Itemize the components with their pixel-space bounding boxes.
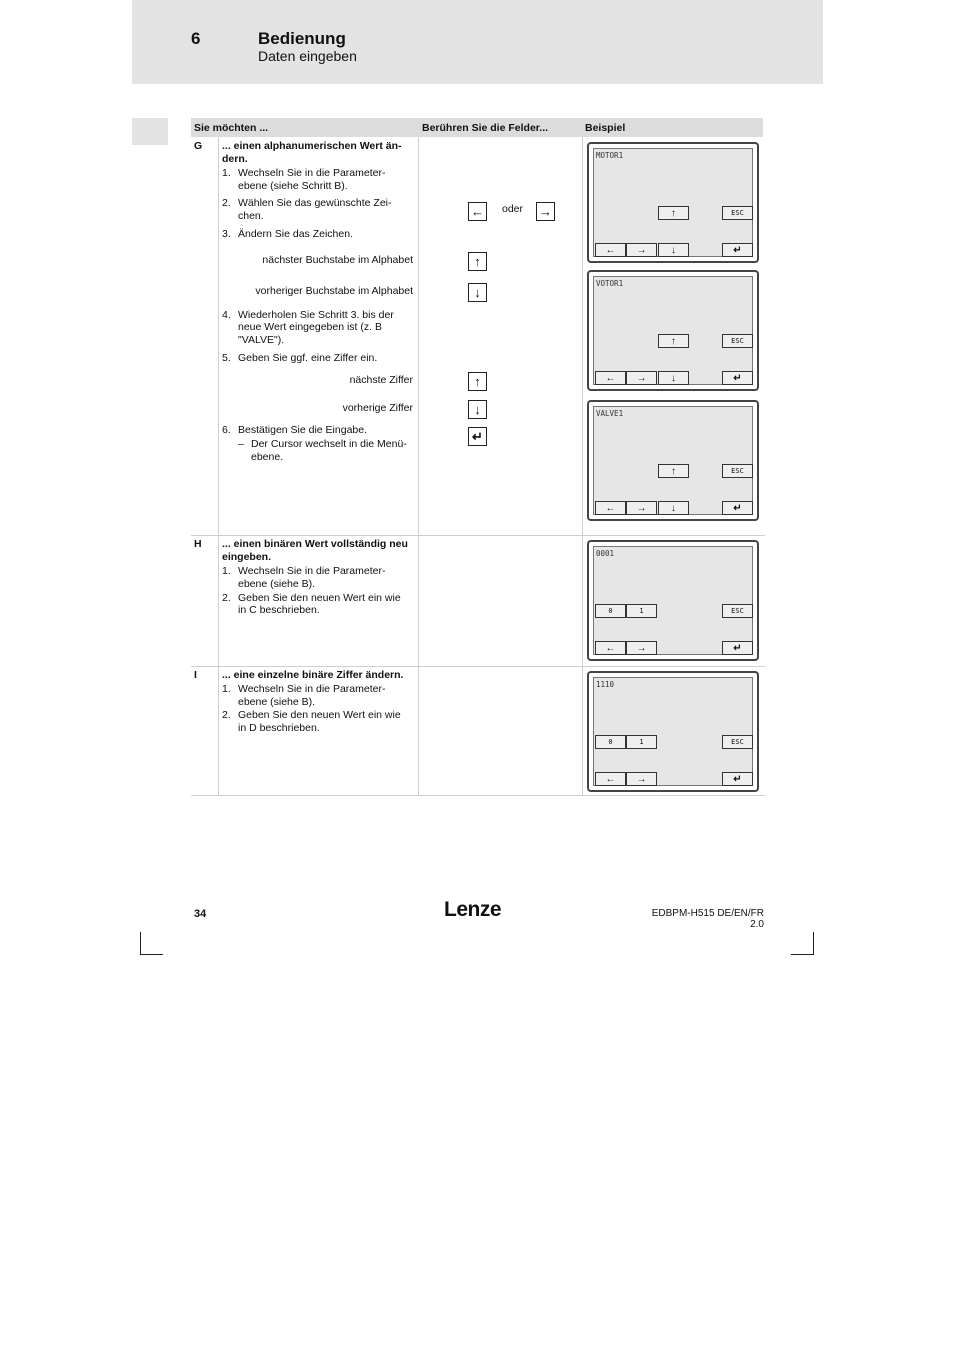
side-marker: [132, 118, 168, 145]
enter-icon: ↵: [733, 244, 742, 256]
down-softkey[interactable]: [658, 501, 689, 515]
or-label: oder: [502, 203, 524, 215]
step-text: Geben Sie den neuen Wert ein wie: [238, 592, 401, 604]
arrow-right-icon: →: [636, 773, 647, 785]
step-number: 3.: [222, 228, 231, 240]
left-softkey[interactable]: [595, 641, 626, 655]
step-text: Geben Sie den neuen Wert ein wie: [238, 709, 401, 721]
row-i-title: ... eine einzelne binäre Ziffer ändern.: [222, 669, 404, 681]
step-text: ebene.: [251, 451, 284, 463]
arrow-down-icon: ↓: [474, 285, 481, 300]
crop-mark: [140, 954, 163, 955]
enter-icon: ↵: [733, 502, 742, 514]
arrow-up-key[interactable]: [468, 372, 487, 391]
up-softkey[interactable]: [658, 464, 689, 478]
row-divider: [191, 795, 765, 796]
enter-key[interactable]: [468, 427, 487, 446]
page-number: 34: [194, 908, 207, 920]
row-h-title: ... einen binären Wert vollständig neu: [222, 538, 408, 550]
display-value: 1110: [596, 680, 615, 689]
step-number: 4.: [222, 309, 231, 321]
row-g-title-cont: dern.: [222, 153, 248, 165]
brand-logo: Lenze: [444, 898, 502, 921]
esc-softkey[interactable]: [722, 604, 753, 618]
row-h-title-cont: eingeben.: [222, 551, 272, 563]
arrow-left-icon: ←: [471, 204, 484, 219]
display-screen: [587, 142, 759, 263]
display-value: 0001: [596, 549, 615, 558]
step-number: 1.: [222, 167, 231, 179]
col-header-want: Sie möchten ...: [194, 122, 269, 134]
right-softkey[interactable]: [626, 501, 657, 515]
step-text: Der Cursor wechselt in die Menü-: [251, 438, 407, 450]
arrow-up-icon: ↑: [671, 207, 676, 219]
esc-label: ESC: [731, 337, 744, 345]
esc-label: ESC: [731, 209, 744, 217]
hint-next-letter: nächster Buchstabe im Alphabet: [262, 254, 413, 266]
arrow-up-icon: ↑: [474, 374, 481, 389]
arrow-left-key[interactable]: [468, 202, 487, 221]
row-g-title: ... einen alphanumerischen Wert än-: [222, 140, 402, 152]
right-softkey[interactable]: [626, 641, 657, 655]
zero-softkey[interactable]: [595, 604, 626, 618]
display-screen: [587, 400, 759, 521]
one-label: 1: [639, 607, 644, 615]
step-text: Wählen Sie das gewünschte Zei-: [238, 197, 392, 209]
arrow-left-icon: ←: [605, 773, 616, 785]
display-screen: [587, 540, 759, 661]
page-subtitle: Daten eingeben: [258, 48, 357, 64]
display-area: [593, 276, 753, 385]
step-text: in C beschrieben.: [238, 604, 320, 616]
step-text: "VALVE").: [238, 334, 285, 346]
arrow-left-icon: ←: [605, 244, 616, 256]
step-text: Wiederholen Sie Schritt 3. bis der: [238, 309, 394, 321]
left-softkey[interactable]: [595, 772, 626, 786]
one-softkey[interactable]: [626, 735, 657, 749]
col-header-touch: Berühren Sie die Felder...: [422, 122, 549, 134]
hint-next-digit: nächste Ziffer: [349, 374, 413, 386]
table-header: [191, 118, 763, 137]
arrow-down-icon: ↓: [671, 244, 676, 256]
esc-label: ESC: [731, 607, 744, 615]
left-softkey[interactable]: [595, 243, 626, 257]
enter-icon: ↵: [472, 428, 483, 444]
hint-prev-letter: vorheriger Buchstabe im Alphabet: [255, 285, 413, 297]
step-text: chen.: [238, 210, 264, 222]
enter-icon: ↵: [733, 372, 742, 384]
enter-softkey[interactable]: [722, 772, 753, 786]
document-id: EDBPM-H515 DE/EN/FR 2.0: [651, 908, 764, 930]
up-softkey[interactable]: [658, 206, 689, 220]
right-softkey[interactable]: [626, 371, 657, 385]
enter-softkey[interactable]: [722, 371, 753, 385]
arrow-left-icon: ←: [605, 642, 616, 654]
row-label-g: G: [194, 140, 203, 152]
zero-label: 0: [608, 738, 613, 746]
zero-label: 0: [608, 607, 613, 615]
page-title: Bedienung: [258, 29, 346, 48]
grid-line: [418, 137, 419, 796]
step-text: in D beschrieben.: [238, 722, 320, 734]
step-number: 1.: [222, 683, 231, 695]
esc-label: ESC: [731, 467, 744, 475]
enter-icon: ↵: [733, 642, 742, 654]
step-number: 2.: [222, 592, 231, 604]
row-label-h: H: [194, 538, 202, 550]
up-softkey[interactable]: [658, 334, 689, 348]
esc-softkey[interactable]: [722, 735, 753, 749]
step-text: ebene (siehe Schritt B).: [238, 180, 348, 192]
display-area: [593, 406, 753, 515]
arrow-down-icon: ↓: [671, 372, 676, 384]
chapter-number: 6: [191, 29, 201, 48]
down-softkey[interactable]: [658, 371, 689, 385]
step-text: Wechseln Sie in die Parameter-: [238, 565, 386, 577]
row-divider: [191, 666, 765, 667]
crop-mark: [791, 954, 814, 955]
esc-label: ESC: [731, 738, 744, 746]
arrow-down-key[interactable]: [468, 400, 487, 419]
arrow-up-icon: ↑: [671, 335, 676, 347]
step-number: 2.: [222, 197, 231, 209]
arrow-down-icon: ↓: [671, 502, 676, 514]
esc-softkey[interactable]: [722, 464, 753, 478]
arrow-right-icon: →: [636, 244, 647, 256]
step-text: ebene (siehe B).: [238, 578, 316, 590]
arrow-right-icon: →: [636, 502, 647, 514]
arrow-up-icon: ↑: [671, 465, 676, 477]
down-softkey[interactable]: [658, 243, 689, 257]
row-label-i: I: [194, 669, 197, 681]
row-divider: [191, 535, 765, 536]
step-text: Ändern Sie das Zeichen.: [238, 228, 353, 240]
arrow-down-key[interactable]: [468, 283, 487, 302]
hint-prev-digit: vorherige Ziffer: [342, 402, 413, 414]
right-softkey[interactable]: [626, 772, 657, 786]
display-value: MOTOR1: [596, 151, 624, 160]
enter-softkey[interactable]: [722, 641, 753, 655]
crop-mark: [140, 932, 141, 955]
display-area: [593, 677, 753, 786]
arrow-right-icon: →: [636, 372, 647, 384]
arrow-right-icon: →: [636, 642, 647, 654]
grid-line: [218, 137, 219, 796]
display-screen: [587, 270, 759, 391]
enter-softkey[interactable]: [722, 501, 753, 515]
step-text: Wechseln Sie in die Parameter-: [238, 167, 386, 179]
zero-softkey[interactable]: [595, 735, 626, 749]
left-softkey[interactable]: [595, 501, 626, 515]
step-number: 1.: [222, 565, 231, 577]
enter-icon: ↵: [733, 773, 742, 785]
arrow-up-icon: ↑: [474, 254, 481, 269]
enter-softkey[interactable]: [722, 243, 753, 257]
one-softkey[interactable]: [626, 604, 657, 618]
arrow-left-icon: ←: [605, 372, 616, 384]
step-text: Bestätigen Sie die Eingabe.: [238, 424, 368, 436]
arrow-right-icon: →: [539, 204, 552, 219]
display-value: VALVE1: [596, 409, 624, 418]
step-number: 5.: [222, 352, 231, 364]
arrow-left-icon: ←: [605, 502, 616, 514]
grid-line: [582, 137, 583, 796]
esc-softkey[interactable]: [722, 334, 753, 348]
page-header: [132, 0, 823, 84]
right-softkey[interactable]: [626, 243, 657, 257]
crop-mark: [813, 932, 814, 955]
display-area: [593, 546, 753, 655]
display-screen: [587, 671, 759, 792]
left-softkey[interactable]: [595, 371, 626, 385]
step-number: 2.: [222, 709, 231, 721]
step-number: 6.: [222, 424, 231, 436]
step-text: Wechseln Sie in die Parameter-: [238, 683, 386, 695]
step-text: neue Wert eingegeben ist (z. B: [238, 321, 382, 333]
col-header-example: Beispiel: [585, 122, 626, 134]
arrow-right-key[interactable]: [536, 202, 555, 221]
display-area: [593, 148, 753, 257]
bullet-dash: –: [238, 438, 244, 450]
step-text: Geben Sie ggf. eine Ziffer ein.: [238, 352, 378, 364]
esc-softkey[interactable]: [722, 206, 753, 220]
step-text: ebene (siehe B).: [238, 696, 316, 708]
arrow-up-key[interactable]: [468, 252, 487, 271]
display-value: VOTOR1: [596, 279, 624, 288]
one-label: 1: [639, 738, 644, 746]
arrow-down-icon: ↓: [474, 402, 481, 417]
